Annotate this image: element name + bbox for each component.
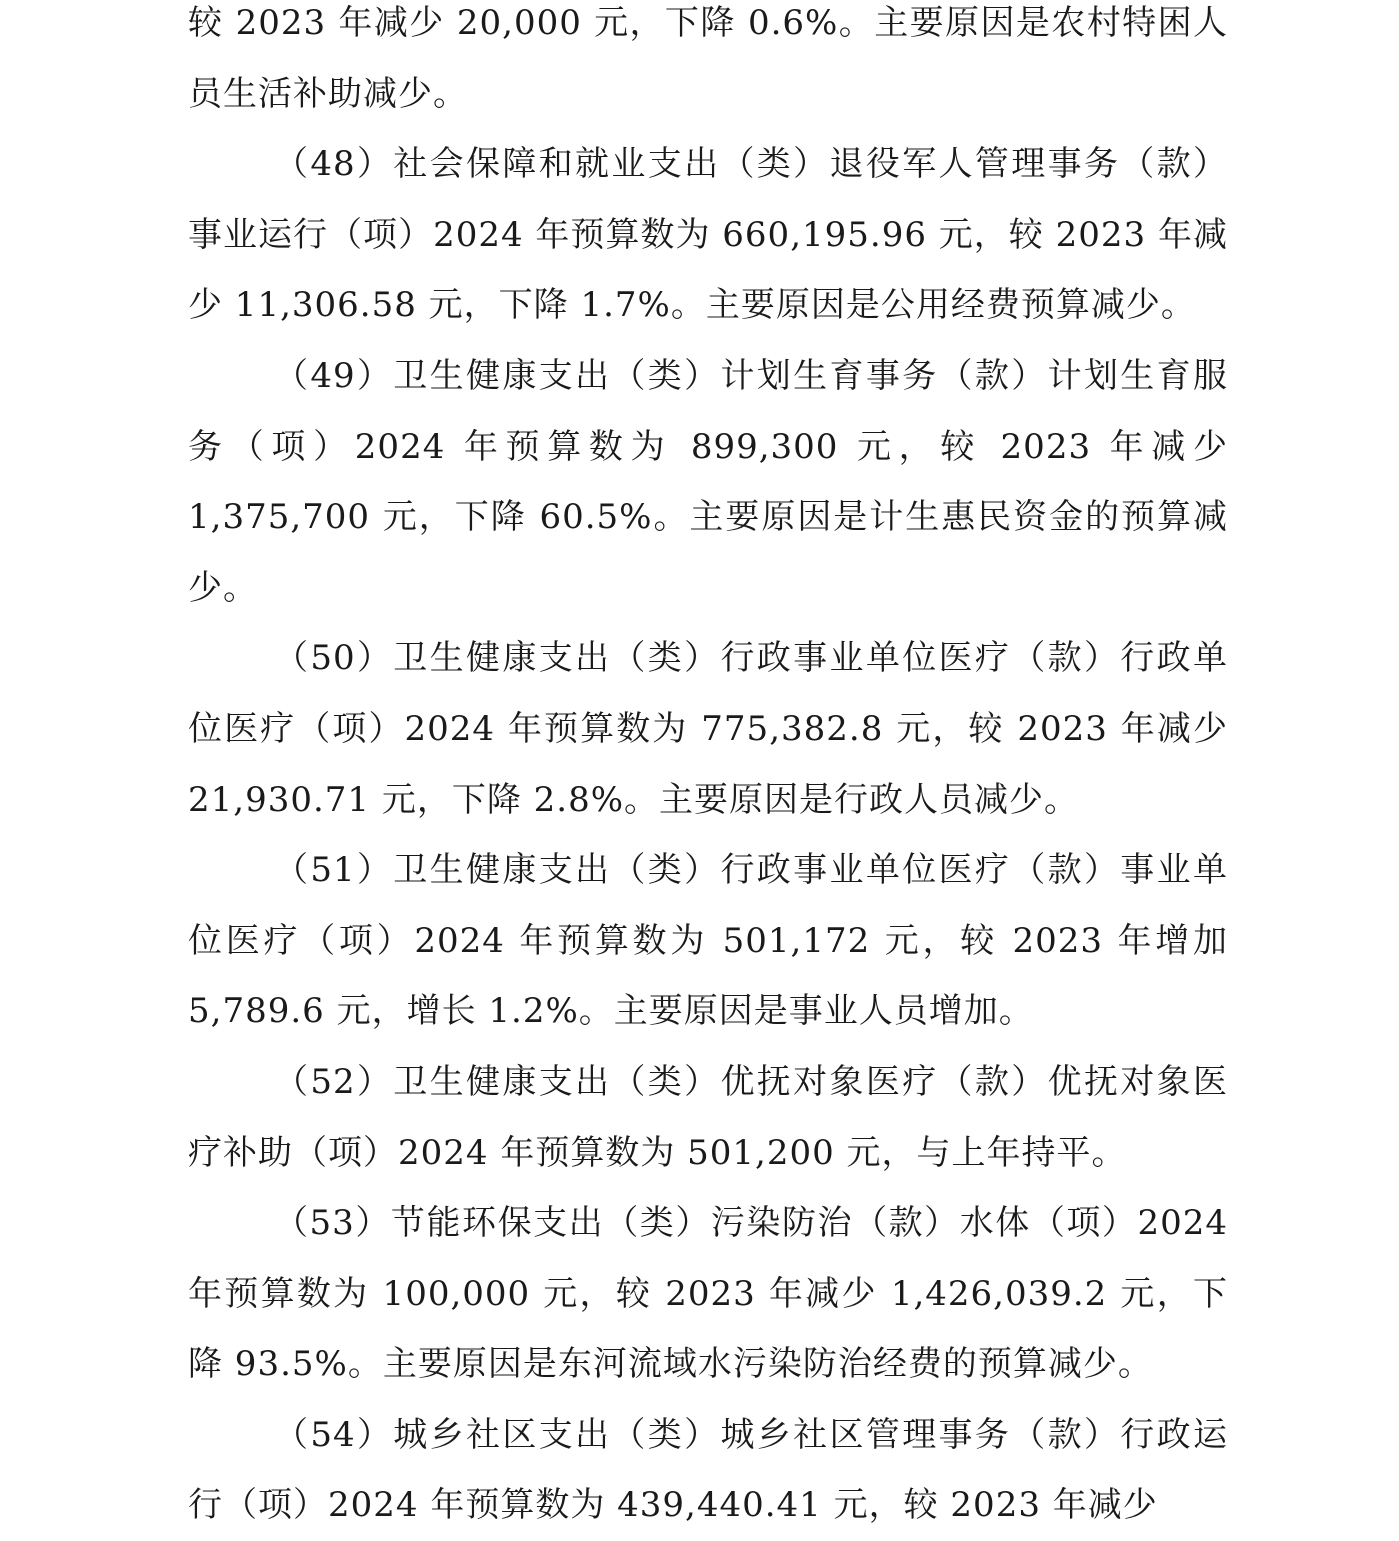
paragraph-53: （53）节能环保支出（类）污染防治（款）水体（项）2024 年预算数为 100,000 元，较 2023 年减少 1,426,039.2 元，下降 93.5%。主要原因是东河流域水污染防治经费的预算减少。 [188,1203,1228,1385]
paragraph-54: （54）城乡社区支出（类）城乡社区管理事务（款）行政运行（项）2024 年预算数为 439,440.41 元，较 2023 年减少 [188,1414,1228,1526]
paragraph-48: （48）社会保障和就业支出（类）退役军人管理事务（款）事业运行（项）2024 年预算数为 660,195.96 元，较 2023 年减少 11,306.58 元，下降 1.7%。主要原因是公用经费预算减少。 [188,144,1228,326]
paragraph-continued: 较 2023 年减少 20,000 元，下降 0.6%。主要原因是农村特困人员生活补助减少。 [188,3,1228,114]
paragraph-49: （49）卫生健康支出（类）计划生育事务（款）计划生育服务（项）2024 年预算数为 899,300 元，较 2023 年减少 1,375,700 元，下降 60.5%。主要原因是计生惠民资金的预算减少。 [188,355,1228,608]
paragraph-51: （51）卫生健康支出（类）行政事业单位医疗（款）事业单位医疗（项）2024 年预算数为 501,172 元，较 2023 年增加 5,789.6 元，增长 1.2%。主要原因是事业人员增加。 [188,850,1228,1032]
document-body [188,0,1228,1541]
paragraph-52: （52）卫生健康支出（类）优抚对象医疗（款）优抚对象医疗补助（项）2024 年预算数为 501,200 元，与上年持平。 [188,1061,1228,1173]
paragraph-50: （50）卫生健康支出（类）行政事业单位医疗（款）行政单位医疗（项）2024 年预算数为 775,382.8 元，较 2023 年减少 21,930.71 元，下降 2.8%。主要原因是行政人员减少。 [188,638,1228,820]
